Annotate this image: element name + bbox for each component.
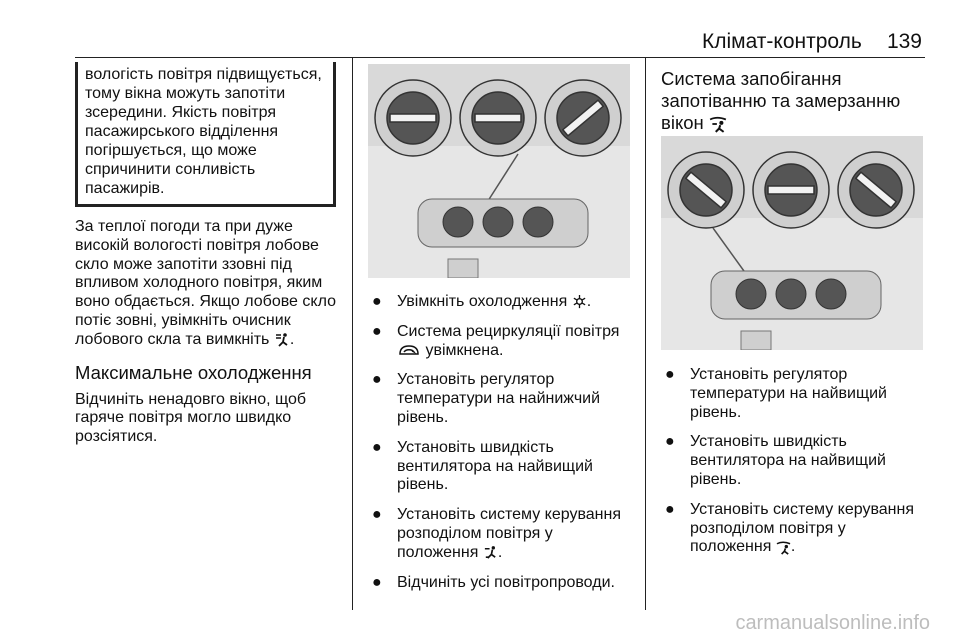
list-item xyxy=(368,574,643,593)
text-fragment: Відчиніть усі повітропроводи. xyxy=(397,573,615,591)
text-line: вентилятора на найвищий xyxy=(690,452,886,470)
text-line: температури на найвищий xyxy=(690,384,887,402)
text-line xyxy=(397,342,643,361)
column-divider-2 xyxy=(645,58,646,610)
note-line: тому вікна можуть запотіти xyxy=(85,85,286,102)
list-item: ● Увімкніть охолодження . xyxy=(372,293,592,310)
climate-panel-illustration-1 xyxy=(368,64,630,278)
bullet: ● xyxy=(665,433,675,451)
text-fragment: положення xyxy=(690,538,772,556)
text-line: лобового скла та вимкніть . xyxy=(75,330,295,348)
bullet: ● xyxy=(372,322,382,340)
text-line: положення . xyxy=(397,543,503,561)
text-line: воно обдається. Якщо лобове скло xyxy=(75,293,336,311)
text-line: Відчиніть ненадовго вікно, щоб xyxy=(75,390,307,408)
air-face-feet-icon xyxy=(483,545,498,560)
climate-panel-illustration-2 xyxy=(661,136,923,350)
note-line: погіршується, що може xyxy=(85,142,257,159)
list-item xyxy=(368,323,643,361)
list-item xyxy=(368,506,643,562)
column-3-heading-block xyxy=(661,68,923,134)
column-1-body xyxy=(75,218,350,447)
text-line: високій вологості повітря лобове xyxy=(75,236,319,254)
text-line: рівень. xyxy=(397,408,449,426)
column-2-body xyxy=(368,293,643,603)
text-line: Установіть регулятор xyxy=(690,366,848,383)
page-number: 139 xyxy=(886,30,922,53)
heading-line: Система запобігання xyxy=(661,68,842,89)
text-line: За теплої погоди та при дуже xyxy=(75,218,293,235)
bullet: ● xyxy=(372,438,382,456)
section-heading-defog xyxy=(661,68,923,134)
section-heading-max-cooling: Максимальне охолодження xyxy=(75,361,312,383)
text-line: розподілом повітря у xyxy=(397,524,553,542)
text-line: розсіятися. xyxy=(75,428,158,446)
text-fragment: Увімкніть охолодження xyxy=(397,293,568,310)
text-line: потіє зовні, увімкніть очисник xyxy=(75,311,291,329)
note-line: пасажирів. xyxy=(85,180,165,197)
list-item xyxy=(661,433,926,489)
text-line: вентилятора на найвищий xyxy=(397,457,593,475)
heading-line: вікон xyxy=(661,112,704,133)
text-line: скло може запотіти ззовні під xyxy=(75,255,292,273)
paragraph-fogging xyxy=(75,218,350,350)
heading-line: запотіванню та замерзанню xyxy=(661,90,901,111)
cooling-steps-list xyxy=(368,293,643,592)
bullet: ● xyxy=(372,506,382,524)
list-item xyxy=(368,439,643,495)
text-fragment: увімкнена. xyxy=(425,341,504,359)
text-line: рівень. xyxy=(690,470,742,488)
text-line: Установіть систему керування xyxy=(397,506,621,524)
text-line: рівень. xyxy=(690,403,742,421)
text-line: Установіть швидкість xyxy=(397,438,554,456)
defrost-icon xyxy=(709,115,727,133)
note-line: зсередини. Якість повітря xyxy=(85,104,276,121)
text-line: положення . xyxy=(690,538,796,556)
paragraph-max-cooling xyxy=(75,391,350,447)
text-line: рівень. xyxy=(397,476,449,494)
note-line: вологість повітря підвищується, xyxy=(85,66,322,83)
recirculation-icon xyxy=(397,343,421,357)
text-line: Установіть швидкість xyxy=(690,433,847,451)
bullet: ● xyxy=(665,366,675,383)
note-line: спричинити сонливість xyxy=(85,161,256,178)
list-item xyxy=(661,366,926,422)
text-line: температури на найнижчий xyxy=(397,390,601,408)
warning-note-box xyxy=(75,62,336,207)
air-face-feet-icon xyxy=(274,332,290,348)
text-line: Установіть систему керування xyxy=(690,500,914,518)
text-fragment: лобового скла та вимкніть xyxy=(75,330,270,348)
text-line: Система рециркуляції повітря xyxy=(397,322,620,340)
text-line: гаряче повітря могло швидко xyxy=(75,409,292,427)
text-fragment: положення xyxy=(397,543,479,561)
list-item xyxy=(368,371,643,427)
page-header xyxy=(660,30,922,56)
text-line: впливом холодного повітря, яким xyxy=(75,274,323,292)
page-title: Клімат-контроль xyxy=(702,30,862,53)
column-divider-1 xyxy=(352,58,353,610)
watermark-text: carmanualsonline.info xyxy=(735,612,930,634)
note-line: пасажирського відділення xyxy=(85,123,279,140)
bullet: ● xyxy=(372,573,382,591)
header-divider xyxy=(75,57,925,58)
snowflake-icon xyxy=(572,294,587,309)
text-line: розподілом повітря у xyxy=(690,519,846,537)
defog-steps-list xyxy=(661,366,926,557)
text-line: Установіть регулятор xyxy=(397,371,555,389)
defrost-icon xyxy=(776,540,791,555)
bullet: ● xyxy=(665,500,675,518)
bullet: ● xyxy=(372,293,382,310)
list-item xyxy=(661,501,926,557)
column-3-body xyxy=(661,366,926,568)
bullet: ● xyxy=(372,371,382,389)
